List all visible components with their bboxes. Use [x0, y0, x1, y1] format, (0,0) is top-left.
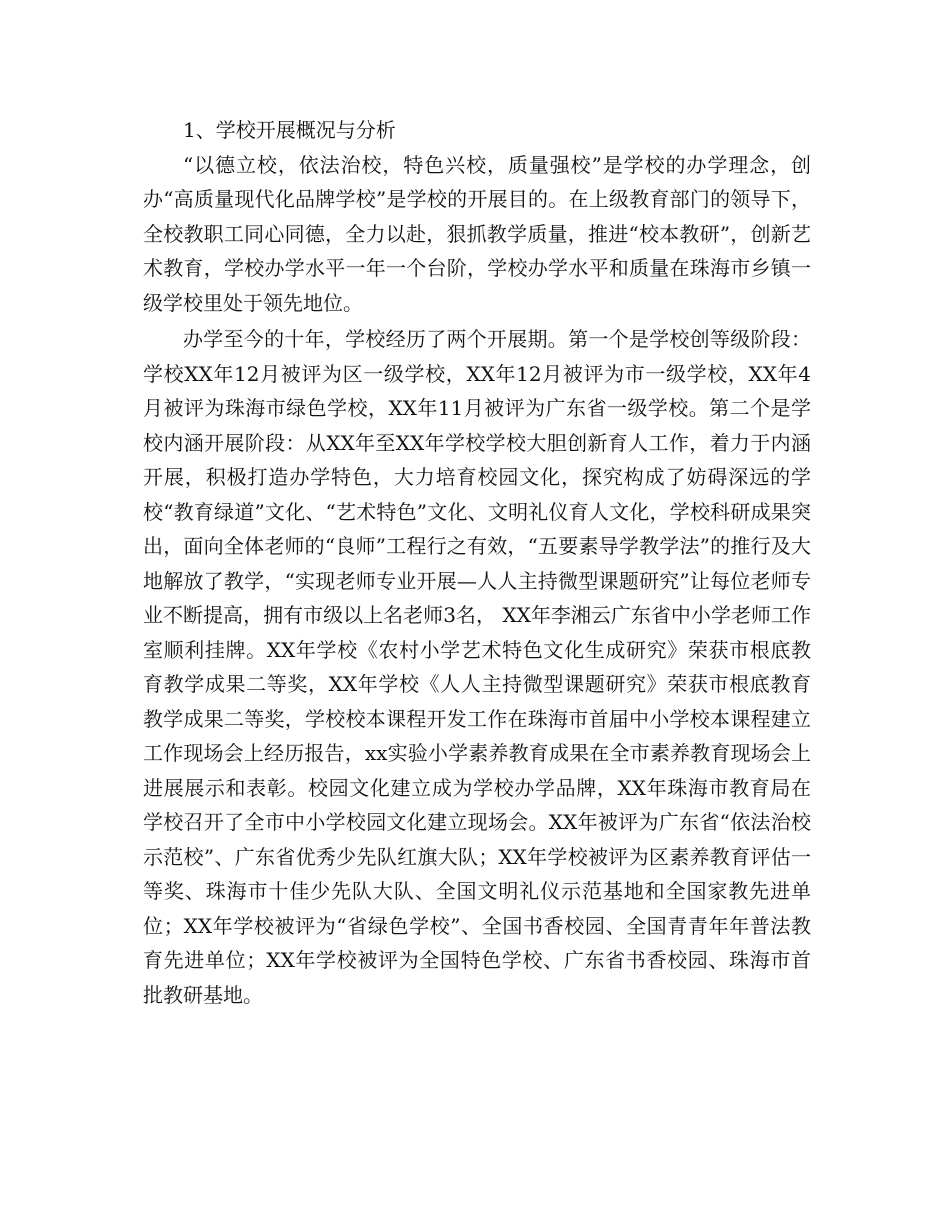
document-body: [143, 113, 811, 1012]
section-heading: 1、学校开展概况与分析: [183, 118, 396, 142]
paragraph-intro: “以德立校，依法治校，特色兴校，质量强校”是学校的办学理念，创办“高质量现代化品牌学校”是学校的开展目的。在上级教育部门的领导下，全校教职工同心同德，全力以赴，狠抓教学质量，推进“校本教研”，创新艺术教育，学校办学水平一年一个台阶，学校办学水平和质量在珠海市乡镇一级学校里处于领先地位。: [143, 152, 811, 315]
paragraph-history: 办学至今的十年，学校经历了两个开展期。第一个是学校创等级阶段：学校XX年12月被评为区一级学校，XX年12月被评为市一级学校，XX年4月被评为珠海市绿色学校，XX年11月被评为广东省一级学校。第二个是学校内涵开展阶段：从XX年至XX年学校学校大胆创新育人工作，着力于内涵开展，积极打造办学特色，大力培育校园文化，探究构成了妨碍深远的学校“教育绿道”文化、“艺术特色”文化、文明礼仪育人文化，学校科研成果突出，面向全体老师的“良师”工程行之有效，“五要素导学教学法”的推行及大地解放了教学，“实现老师专业开展—人人主持微型课题研究”让每位老师专业不断提高，拥有市级以上名老师3名， XX年李湘云广东省中小学老师工作室顺利挂牌。XX年学校《农村小学艺术特色文化生成研究》荣获市根底教育教学成果二等奖，XX年学校《人人主持微型课题研究》荣获市根底教育教学成果二等奖，学校校本课程开发工作在珠海市首届中小学校本课程建立工作现场会上经历报告，xx实验小学素养教育成果在全市素养教育现场会上进展展示和表彰。校园文化建立成为学校办学品牌，XX年珠海市教育局在学校召开了全市中小学校园文化建立现场会。XX年被评为广东省“依法治校示范校”、广东省优秀少先队红旗大队；XX年学校被评为区素养教育评估一等奖、珠海市十佳少先队大队、全国文明礼仪示范基地和全国家教先进单位；XX年学校被评为“省绿色学校”、全国书香校园、全国青青年年普法教育先进单位；XX年学校被评为全国特色学校、广东省书香校园、珠海市首批教研基地。: [143, 327, 811, 1007]
